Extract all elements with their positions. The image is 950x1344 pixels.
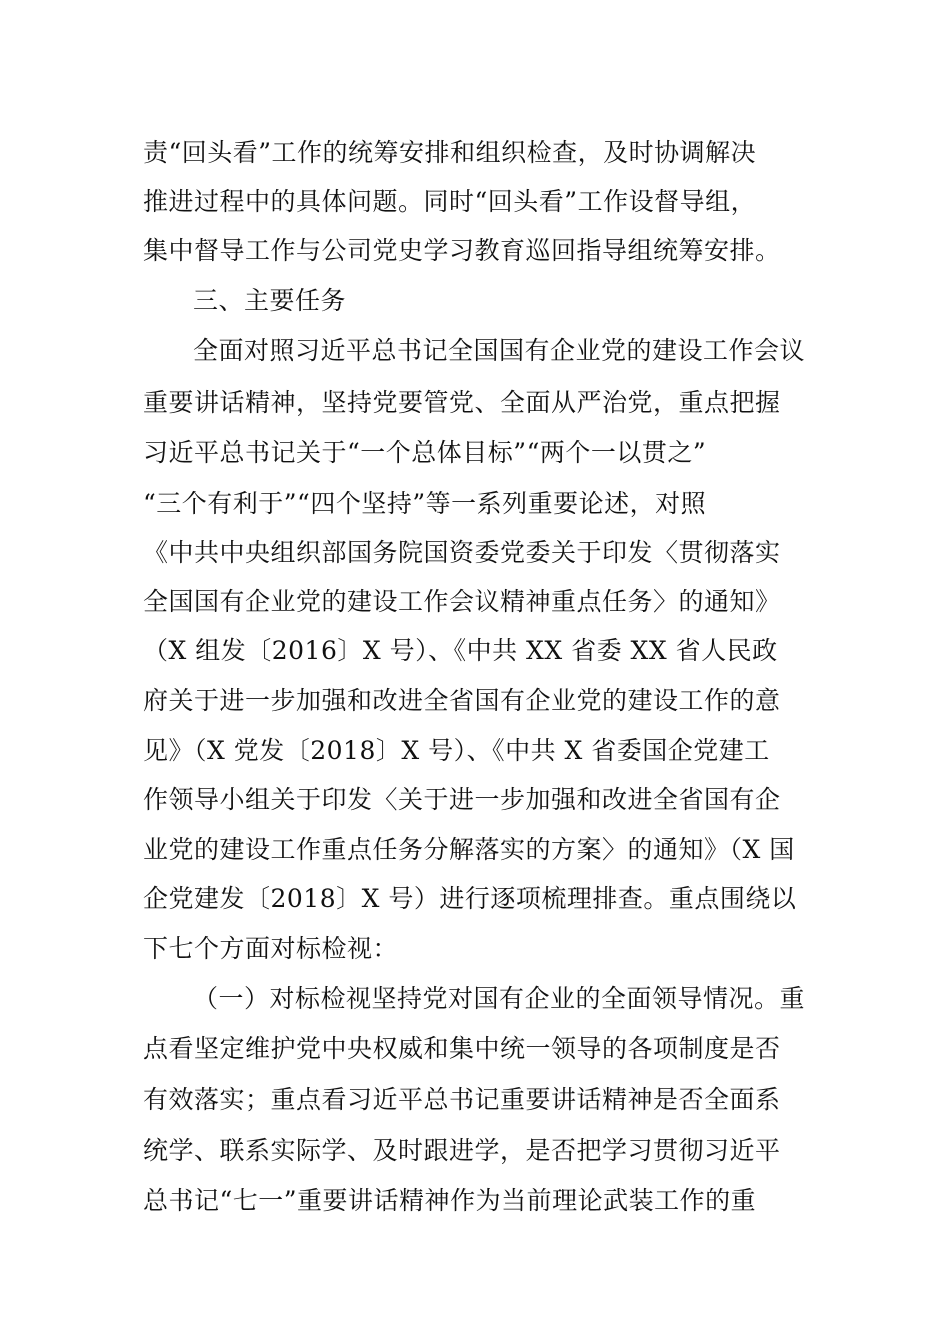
text-line: 责“回头看”工作的统筹安排和组织检查，及时协调解决	[143, 138, 757, 167]
text-line: 《中共中央组织部国务院国资委党委关于印发〈贯彻落实	[143, 538, 781, 567]
section-item: （一）对标检视坚持党对国有企业的全面领导情况。重	[193, 984, 806, 1013]
text-line: 作领导小组关于印发〈关于进一步加强和改进全省国有企	[143, 785, 781, 814]
text-line: 点看坚定维护党中央权威和集中统一领导的各项制度是否	[143, 1034, 781, 1063]
text-line: 全国国有企业党的建设工作会议精神重点任务〉的通知》	[143, 587, 781, 616]
text-line: 集中督导工作与公司党史学习教育巡回指导组统筹安排。	[143, 236, 781, 265]
section-heading: 三、主要任务	[193, 286, 347, 315]
text-line: 统学、联系实际学、及时跟进学，是否把学习贯彻习近平	[143, 1136, 781, 1165]
text-line: 业党的建设工作重点任务分解落实的方案〉的通知》（X 国	[143, 835, 795, 864]
text-line: 全面对照习近平总书记全国国有企业党的建设工作会议	[193, 336, 806, 365]
text-line: 下七个方面对标检视：	[143, 934, 399, 963]
text-line: 府关于进一步加强和改进全省国有企业党的建设工作的意	[143, 686, 781, 715]
text-line: （X 组发〔2016〕X 号）、《中共 XX 省委 XX 省人民政	[143, 636, 778, 665]
text-line: 企党建发〔2018〕X 号）进行逐项梳理排查。重点围绕以	[143, 884, 797, 913]
text-line: 见》（X 党发〔2018〕X 号）、《中共 X 省委国企党建工	[143, 736, 770, 765]
text-line: 有效落实；重点看习近平总书记重要讲话精神是否全面系	[143, 1085, 781, 1114]
text-line: 习近平总书记关于“一个总体目标”“两个一以贯之”	[143, 438, 707, 467]
text-line: “三个有利于”“四个坚持”等一系列重要论述，对照	[143, 489, 707, 518]
text-line: 总书记“七一”重要讲话精神作为当前理论武装工作的重	[143, 1186, 757, 1215]
text-line: 推进过程中的具体问题。同时“回头看”工作设督导组，	[143, 187, 757, 216]
text-line: 重要讲话精神，坚持党要管党、全面从严治党，重点把握	[143, 388, 781, 417]
